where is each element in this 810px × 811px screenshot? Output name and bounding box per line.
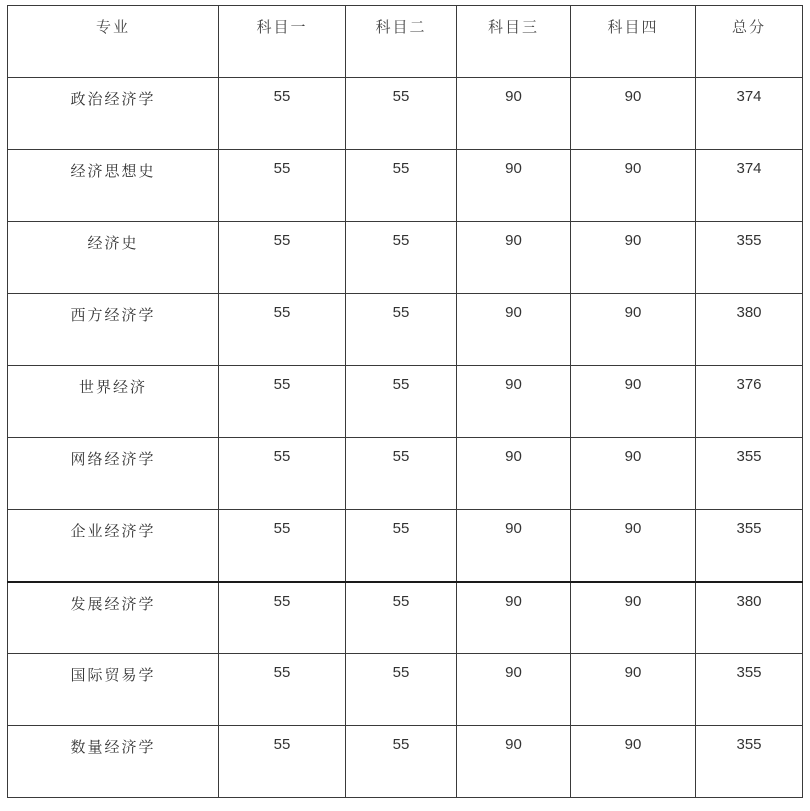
total-cell: 355 bbox=[696, 510, 803, 582]
major-cell: 政治经济学 bbox=[8, 78, 219, 150]
total-cell: 380 bbox=[696, 294, 803, 366]
subject-2-cell: 55 bbox=[346, 294, 457, 366]
subject-1-cell: 55 bbox=[219, 294, 346, 366]
subject-4-cell: 90 bbox=[571, 582, 696, 654]
major-cell: 经济思想史 bbox=[8, 150, 219, 222]
subject-3-cell: 90 bbox=[457, 222, 571, 294]
subject-2-cell: 55 bbox=[346, 510, 457, 582]
header-subject-2: 科目二 bbox=[346, 6, 457, 78]
table-row bbox=[8, 582, 803, 654]
total-cell: 355 bbox=[696, 438, 803, 510]
subject-2-cell: 55 bbox=[346, 726, 457, 798]
subject-3-cell: 90 bbox=[457, 366, 571, 438]
subject-4-cell: 90 bbox=[571, 510, 696, 582]
subject-2-cell: 55 bbox=[346, 438, 457, 510]
subject-4-cell: 90 bbox=[571, 726, 696, 798]
subject-1-cell: 55 bbox=[219, 222, 346, 294]
table-row bbox=[8, 654, 803, 726]
header-subject-1: 科目一 bbox=[219, 6, 346, 78]
subject-4-cell: 90 bbox=[571, 366, 696, 438]
subject-3-cell: 90 bbox=[457, 294, 571, 366]
subject-1-cell: 55 bbox=[219, 726, 346, 798]
subject-3-cell: 90 bbox=[457, 726, 571, 798]
table-row bbox=[8, 294, 803, 366]
total-cell: 374 bbox=[696, 78, 803, 150]
total-cell: 355 bbox=[696, 726, 803, 798]
major-cell: 西方经济学 bbox=[8, 294, 219, 366]
total-cell: 355 bbox=[696, 222, 803, 294]
subject-4-cell: 90 bbox=[571, 78, 696, 150]
subject-4-cell: 90 bbox=[571, 654, 696, 726]
subject-3-cell: 90 bbox=[457, 510, 571, 582]
subject-2-cell: 55 bbox=[346, 222, 457, 294]
score-table bbox=[7, 5, 803, 798]
major-cell: 企业经济学 bbox=[8, 510, 219, 582]
subject-4-cell: 90 bbox=[571, 294, 696, 366]
subject-2-cell: 55 bbox=[346, 582, 457, 654]
subject-1-cell: 55 bbox=[219, 582, 346, 654]
header-total: 总分 bbox=[696, 6, 803, 78]
subject-1-cell: 55 bbox=[219, 366, 346, 438]
subject-3-cell: 90 bbox=[457, 654, 571, 726]
table-row bbox=[8, 222, 803, 294]
subject-2-cell: 55 bbox=[346, 654, 457, 726]
subject-2-cell: 55 bbox=[346, 366, 457, 438]
subject-1-cell: 55 bbox=[219, 438, 346, 510]
major-cell: 网络经济学 bbox=[8, 438, 219, 510]
subject-3-cell: 90 bbox=[457, 150, 571, 222]
table-row bbox=[8, 726, 803, 798]
subject-4-cell: 90 bbox=[571, 222, 696, 294]
subject-2-cell: 55 bbox=[346, 150, 457, 222]
subject-4-cell: 90 bbox=[571, 150, 696, 222]
total-cell: 355 bbox=[696, 654, 803, 726]
total-cell: 380 bbox=[696, 582, 803, 654]
total-cell: 374 bbox=[696, 150, 803, 222]
table-row bbox=[8, 510, 803, 582]
major-cell: 国际贸易学 bbox=[8, 654, 219, 726]
total-cell: 376 bbox=[696, 366, 803, 438]
subject-1-cell: 55 bbox=[219, 654, 346, 726]
header-subject-3: 科目三 bbox=[457, 6, 571, 78]
subject-3-cell: 90 bbox=[457, 438, 571, 510]
subject-3-cell: 90 bbox=[457, 582, 571, 654]
subject-1-cell: 55 bbox=[219, 510, 346, 582]
header-subject-4: 科目四 bbox=[571, 6, 696, 78]
header-row bbox=[8, 6, 803, 78]
major-cell: 发展经济学 bbox=[8, 582, 219, 654]
major-cell: 数量经济学 bbox=[8, 726, 219, 798]
subject-1-cell: 55 bbox=[219, 78, 346, 150]
table-row bbox=[8, 150, 803, 222]
subject-2-cell: 55 bbox=[346, 78, 457, 150]
subject-3-cell: 90 bbox=[457, 78, 571, 150]
subject-4-cell: 90 bbox=[571, 438, 696, 510]
table-row bbox=[8, 366, 803, 438]
major-cell: 世界经济 bbox=[8, 366, 219, 438]
table-row bbox=[8, 78, 803, 150]
subject-1-cell: 55 bbox=[219, 150, 346, 222]
major-cell: 经济史 bbox=[8, 222, 219, 294]
table-row bbox=[8, 438, 803, 510]
header-major: 专业 bbox=[8, 6, 219, 78]
